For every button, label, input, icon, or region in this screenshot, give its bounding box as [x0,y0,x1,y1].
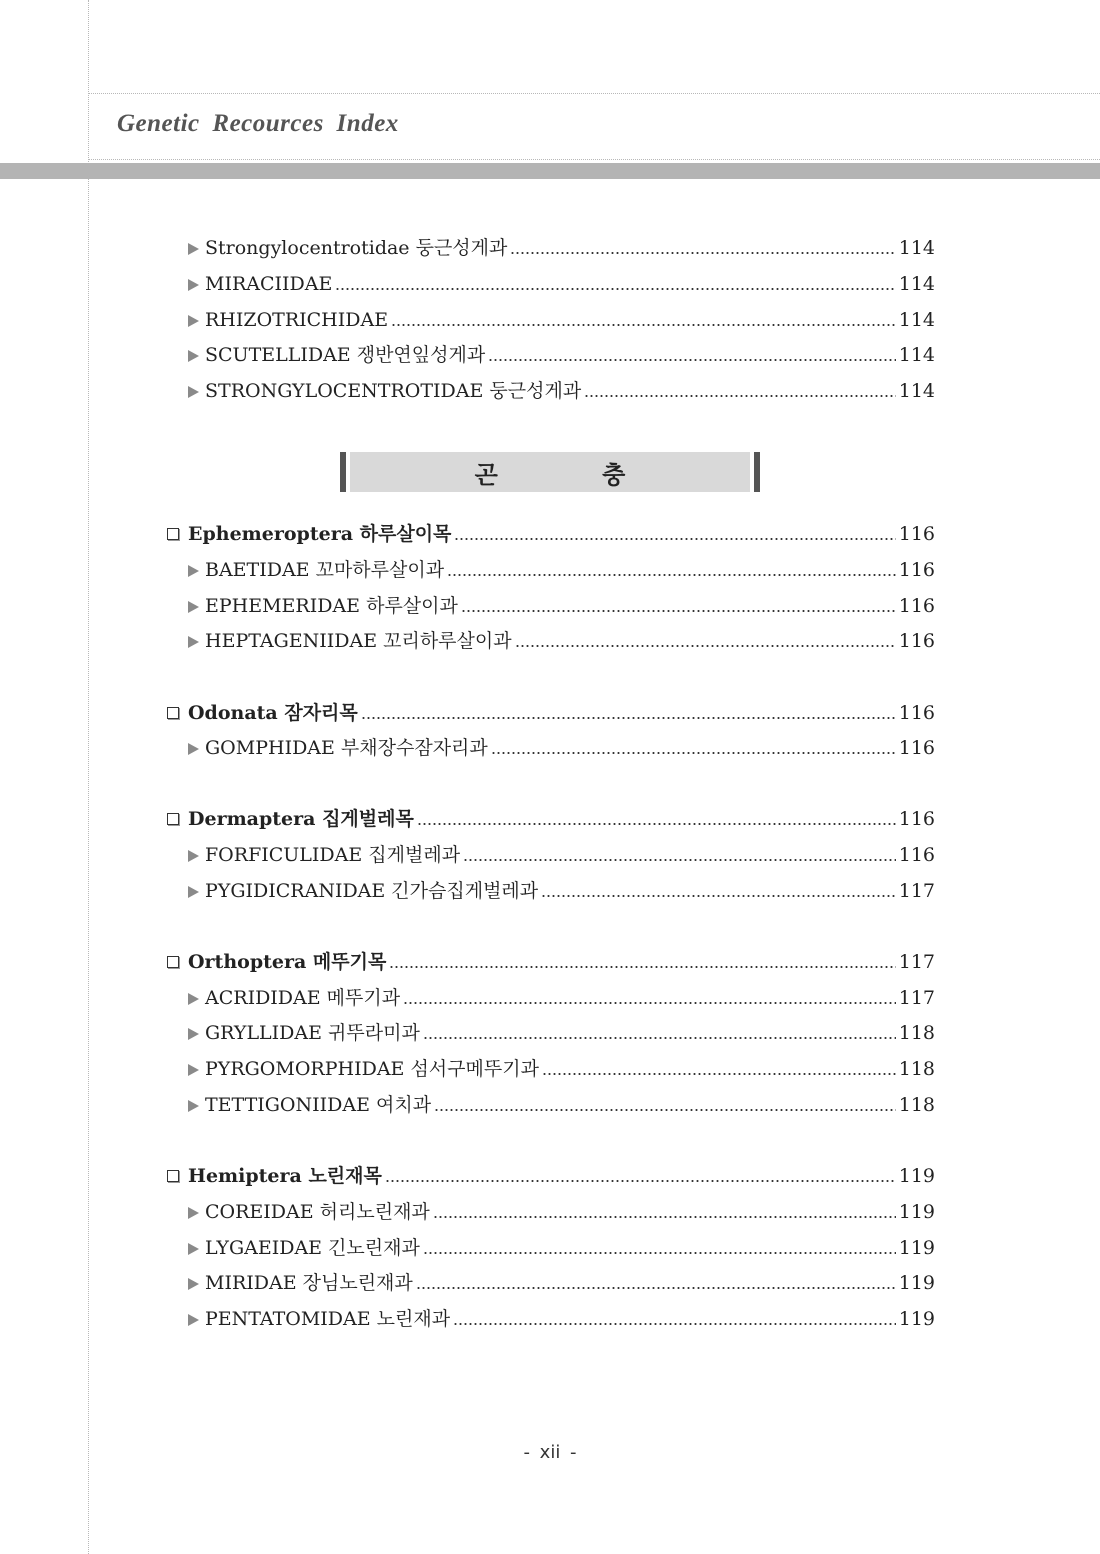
checkbox-bullet-icon [167,707,179,719]
entry-label: PYGIDICRANIDAE 긴가슴집게벌레과 [205,880,539,902]
entry-label: SCUTELLIDAE 쟁반연잎성게과 [205,344,486,366]
order-entry [167,694,935,724]
index-entry [188,872,935,902]
triangle-bullet-icon [188,1243,199,1255]
triangle-bullet-icon [188,1100,199,1112]
triangle-bullet-icon [188,350,199,362]
entry-label: TETTIGONIIDAE 여치과 [205,1094,432,1116]
order-entry [167,800,935,830]
triangle-bullet-icon [188,1028,199,1040]
margin-guide-top [88,93,1100,94]
entry-label: PENTATOMIDAE 노린재과 [205,1308,451,1330]
entry-label: RHIZOTRICHIDAE [205,309,389,331]
index-entry [188,1264,935,1294]
checkbox-bullet-icon [167,1170,179,1182]
entry-label: STRONGYLOCENTROTIDAE 둥근성게과 [205,380,582,402]
heading-bar-left [340,452,346,492]
dot-leader [385,1180,896,1182]
entry-page: 114 [898,380,935,402]
order-entry [167,943,935,973]
order-entry [167,515,935,545]
entry-page: 114 [898,237,935,259]
entry-label: GOMPHIDAE 부채장수잠자리과 [205,737,488,759]
dot-leader [510,252,895,254]
index-entry [188,1300,935,1330]
index-entry [188,1193,935,1223]
entry-label: EPHEMERIDAE 하루살이과 [205,595,458,617]
index-entry [188,979,935,1009]
dot-leader [389,966,895,968]
entry-page: 114 [898,273,935,295]
entry-page: 118 [898,1058,935,1080]
entry-page: 119 [898,1201,935,1223]
order-label: Odonata 잠자리목 [188,702,358,724]
entry-page: 119 [898,1272,935,1294]
dot-leader [361,717,896,719]
triangle-bullet-icon [188,1064,199,1076]
index-entry [188,1050,935,1080]
dot-leader [491,752,896,754]
triangle-bullet-icon [188,1278,199,1290]
order-label: Hemiptera 노린재목 [188,1165,382,1187]
running-header-title: Genetic Recources Index [117,110,399,137]
dot-leader [417,823,896,825]
entry-page: 119 [898,1308,935,1330]
entry-label: LYGAEIDAE 긴노린재과 [205,1237,420,1259]
entry-page: 114 [898,344,935,366]
triangle-bullet-icon [188,636,199,648]
triangle-bullet-icon [188,993,199,1005]
order-page: 117 [898,951,935,973]
index-entry [188,372,935,402]
entry-page: 119 [898,1237,935,1259]
dot-leader [447,574,896,576]
entry-page: 116 [898,737,935,759]
section-heading [340,452,760,492]
entry-label: BAETIDAE 꼬마하루살이과 [205,559,445,581]
entry-label: COREIDAE 허리노린재과 [205,1201,430,1223]
index-entry [188,551,935,581]
entry-page: 118 [898,1094,935,1116]
triangle-bullet-icon [188,1207,199,1219]
margin-guide-vertical [88,0,89,1554]
index-entry [188,1086,935,1116]
heading-bar-right [754,452,760,492]
dot-leader [416,1287,896,1289]
entry-page: 114 [898,309,935,331]
index-entry [188,1229,935,1259]
order-page: 116 [898,808,935,830]
section-heading-title: 곤 충 [350,452,750,492]
triangle-bullet-icon [188,243,199,255]
index-entry [188,336,935,366]
dot-leader [335,288,895,290]
triangle-bullet-icon [188,279,199,291]
order-page: 116 [898,523,935,545]
triangle-bullet-icon [188,850,199,862]
checkbox-bullet-icon [167,956,179,968]
entry-label: ACRIDIDAE 메뚜기과 [205,987,401,1009]
dot-leader [584,395,896,397]
checkbox-bullet-icon [167,528,179,540]
order-entry [167,1157,935,1187]
dot-leader [454,538,895,540]
index-entry [188,836,935,866]
entry-page: 116 [898,630,935,652]
entry-label: MIRACIIDAE [205,273,333,295]
order-label: Ephemeroptera 하루살이목 [188,523,452,545]
triangle-bullet-icon [188,886,199,898]
dot-leader [434,1109,896,1111]
triangle-bullet-icon [188,565,199,577]
index-entry [188,301,935,331]
dot-leader [488,359,896,361]
order-page: 119 [898,1165,935,1187]
index-entry [188,587,935,617]
triangle-bullet-icon [188,1314,199,1326]
entry-page: 116 [898,844,935,866]
dot-leader [515,645,896,647]
entry-label: FORFICULIDAE 집게벌레과 [205,844,461,866]
index-entry [188,1014,935,1044]
entry-label: PYRGOMORPHIDAE 섬서구메뚜기과 [205,1058,539,1080]
dot-leader [542,1073,896,1075]
order-label: Dermaptera 집게벌레목 [188,808,414,830]
order-label: Orthoptera 메뚜기목 [188,951,387,973]
entry-label: Strongylocentrotidae 둥근성게과 [205,237,508,259]
dot-leader [423,1252,896,1254]
dot-leader [433,1216,896,1218]
page-number: - xii - [523,1442,577,1463]
entry-page: 118 [898,1022,935,1044]
entry-label: GRYLLIDAE 귀뚜라미과 [205,1022,420,1044]
dot-leader [423,1037,896,1039]
entry-label: MIRIDAE 장님노린재과 [205,1272,413,1294]
dot-leader [403,1002,896,1004]
index-entry [188,229,935,259]
triangle-bullet-icon [188,743,199,755]
entry-page: 116 [898,559,935,581]
triangle-bullet-icon [188,386,199,398]
margin-guide-header [88,159,1100,160]
dot-leader [461,610,896,612]
entry-page: 116 [898,595,935,617]
index-entry [188,622,935,652]
triangle-bullet-icon [188,601,199,613]
dot-leader [463,859,896,861]
header-bar [0,163,1100,179]
entry-page: 117 [898,987,935,1009]
dot-leader [391,324,896,326]
entry-page: 117 [898,880,935,902]
dot-leader [453,1323,896,1325]
checkbox-bullet-icon [167,813,179,825]
order-page: 116 [898,702,935,724]
dot-leader [541,895,896,897]
index-entry [188,729,935,759]
entry-label: HEPTAGENIIDAE 꼬리하루살이과 [205,630,512,652]
index-entry [188,265,935,295]
triangle-bullet-icon [188,315,199,327]
